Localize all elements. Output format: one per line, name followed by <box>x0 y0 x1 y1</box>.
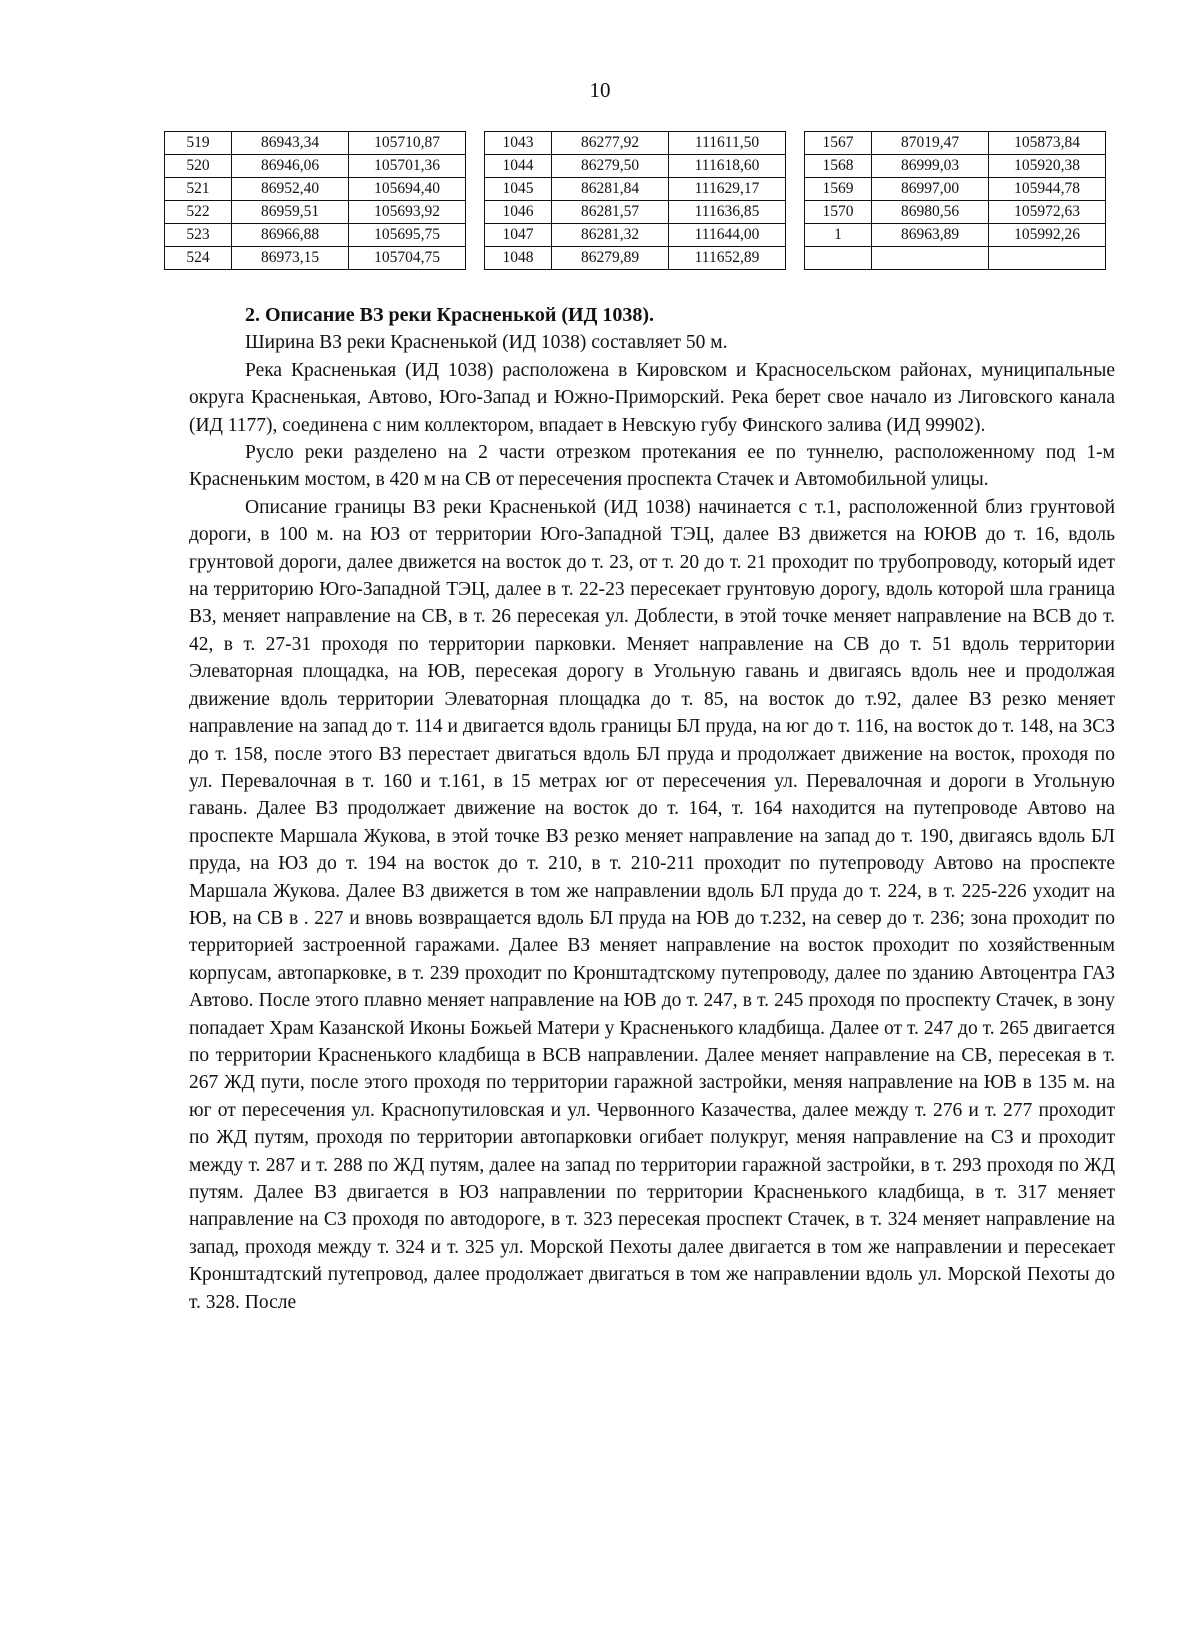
x-coordinate-cell: 86963,89 <box>872 224 989 247</box>
y-coordinate-cell: 105944,78 <box>989 178 1106 201</box>
y-coordinate-cell: 105972,63 <box>989 201 1106 224</box>
point-id-cell: 1 <box>805 224 872 247</box>
x-coordinate-cell: 86997,00 <box>872 178 989 201</box>
x-coordinate-cell: 86943,34 <box>232 132 349 155</box>
paragraph-boundary-description: Описание границы ВЗ реки Красненькой (ИД 1038) начинается с т.1, расположенной близ грунтовой дороги, в 100 м. на ЮЗ от территории Юго-Западной ТЭЦ, далее ВЗ движется на ЮЮВ до т. 16, вдоль грунтовой дороги, далее движется на восток до т. 23, от т. 20 до т. 21 проходит по трубопроводу, который идет на территорию Юго-Западной ТЭЦ, далее в т. 22-23 пересекает грунтовую дорогу, вдоль которой шла граница ВЗ, меняет направление на СВ, в т. 26 пересекая ул. Доблести, в этой точке меняет направление на ВСВ до т. 42, в т. 27-31 проходя по территории парковки. Меняет направление на СВ до т. 51 вдоль территории Элеваторная площадка, на ЮВ, пересекая дорогу в Угольную гавань и двигаясь вдоль нее и продолжая движение вдоль территории Элеваторная площадка до т. 85, на восток до т.92, далее ВЗ резко меняет направление на запад до т. 114 и двигается вдоль границы БЛ пруда, на юг до т. 116, на восток до т. 148, на ЗСЗ до т. 158, после этого ВЗ перестает двигаться вдоль БЛ пруда и продолжает движение на восток, проходя по ул. Перевалочная в т. 160 и т.161, в 15 метрах юг от пересечения ул. Перевалочная и дороги в Угольную гавань. Далее ВЗ продолжает движение на восток до т. 164, т. 164 находится на путепроводе Автово на проспекте Маршала Жукова, в этой точке ВЗ резко меняет направление на запад до т. 190, двигаясь вдоль БЛ пруда, на ЮЗ до т. 194 на восток до т. 210, в т. 210-211 проходит по путепроводу Автово на проспекте Маршала Жукова. Далее ВЗ движется в том же направлении вдоль БЛ пруда до т. 224, в т. 225-226 уходит на ЮВ, на СВ в . 227 и вновь возвращается вдоль БЛ пруда на ЮВ до т.232, на север до т. 236; зона проходит по территорией застроенной гаражами. Далее ВЗ меняет направление на восток проходит по хозяйственным корпусам, автопарковке, в т. 239 проходит по Кронштадтскому путепроводу, далее по зданию Автоцентра ГАЗ Автово. После этого плавно меняет направление на ЮВ до т. 247, в т. 245 проходя по проспекту Стачек, в зону попадает Храм Казанской Иконы Божьей Матери у Красненького кладбища. Далее от т. 247 до т. 265 двигается по территории Красненького кладбища в ВСВ направлении. Далее меняет направление на СВ, пересекая в т. 267 ЖД пути, после этого проходя по территории гаражной застройки, меняя направление на ЮВ в 135 м. на юг от пересечения ул. Краснопутиловская и ул. Червонного Казачества, далее между т. 276 и т. 277 проходит по ЖД путям, проходя по территории автопарковки огибает полукруг, меняя направление на СЗ и проходит между т. 287 и т. 288 по ЖД путям, далее на запад по территории гаражной застройки, в т. 293 проходя по ЖД путям. Далее ВЗ двигается в ЮЗ направлении по территории Красненького кладбища, в т. 317 меняет направление на СЗ проходя по автодороге, в т. 323 пересекая проспект Стачек, в т. 324 меняет направление на запад, проходя между т. 324 и т. 325 ул. Морской Пехоты далее двигается в том же направлении и пересекает Кронштадтский путепровод, далее продолжает двигаться в том же направлении вдоль ул. Морской Пехоты до т. 328. После <box>189 496 1115 1313</box>
column-gap <box>466 201 485 224</box>
x-coordinate-cell: 87019,47 <box>872 132 989 155</box>
y-coordinate-cell: 111636,85 <box>669 201 786 224</box>
section-heading: 2. Описание ВЗ реки Красненькой (ИД 1038). <box>245 304 655 326</box>
x-coordinate-cell: 86980,56 <box>872 201 989 224</box>
table-row <box>165 247 1106 270</box>
point-id-cell: 1046 <box>485 201 552 224</box>
column-gap <box>466 132 485 155</box>
y-coordinate-cell: 105695,75 <box>349 224 466 247</box>
x-coordinate-cell: 86281,32 <box>552 224 669 247</box>
point-id-cell: 523 <box>165 224 232 247</box>
table-row <box>165 224 1106 247</box>
point-id-cell <box>805 247 872 270</box>
point-id-cell: 1048 <box>485 247 552 270</box>
column-gap <box>786 155 805 178</box>
x-coordinate-cell: 86999,03 <box>872 155 989 178</box>
column-gap <box>786 132 805 155</box>
x-coordinate-cell: 86279,50 <box>552 155 669 178</box>
y-coordinate-cell: 105701,36 <box>349 155 466 178</box>
x-coordinate-cell: 86959,51 <box>232 201 349 224</box>
x-coordinate-cell: 86946,06 <box>232 155 349 178</box>
y-coordinate-cell: 105693,92 <box>349 201 466 224</box>
coordinates-table <box>164 131 1106 270</box>
x-coordinate-cell: 86277,92 <box>552 132 669 155</box>
page-number: 10 <box>589 78 611 102</box>
point-id-cell: 1045 <box>485 178 552 201</box>
column-gap <box>466 224 485 247</box>
table-row <box>165 155 1106 178</box>
y-coordinate-cell: 111629,17 <box>669 178 786 201</box>
column-gap <box>786 178 805 201</box>
point-id-cell: 1047 <box>485 224 552 247</box>
point-id-cell: 520 <box>165 155 232 178</box>
y-coordinate-cell: 111618,60 <box>669 155 786 178</box>
y-coordinate-cell <box>989 247 1106 270</box>
x-coordinate-cell: 86281,84 <box>552 178 669 201</box>
x-coordinate-cell: 86966,88 <box>232 224 349 247</box>
point-id-cell: 1568 <box>805 155 872 178</box>
paragraph-width: Ширина ВЗ реки Красненькой (ИД 1038) составляет 50 м. <box>245 332 728 354</box>
x-coordinate-cell: 86952,40 <box>232 178 349 201</box>
y-coordinate-cell: 105704,75 <box>349 247 466 270</box>
x-coordinate-cell: 86973,15 <box>232 247 349 270</box>
column-gap <box>466 155 485 178</box>
x-coordinate-cell: 86279,89 <box>552 247 669 270</box>
paragraph-riverbed: Русло реки разделено на 2 части отрезком протекания ее по туннелю, расположенному под 1-м Красненьким мостом, в 420 м на СВ от пересечения проспекта Стачек и Автомобильной улицы. <box>189 442 1115 491</box>
point-id-cell: 524 <box>165 247 232 270</box>
point-id-cell: 1043 <box>485 132 552 155</box>
y-coordinate-cell: 105710,87 <box>349 132 466 155</box>
table-row <box>165 201 1106 224</box>
y-coordinate-cell: 111652,89 <box>669 247 786 270</box>
y-coordinate-cell: 111611,50 <box>669 132 786 155</box>
point-id-cell: 1567 <box>805 132 872 155</box>
column-gap <box>786 201 805 224</box>
point-id-cell: 1570 <box>805 201 872 224</box>
point-id-cell: 519 <box>165 132 232 155</box>
y-coordinate-cell: 105992,26 <box>989 224 1106 247</box>
column-gap <box>466 178 485 201</box>
x-coordinate-cell <box>872 247 989 270</box>
column-gap <box>786 224 805 247</box>
point-id-cell: 1044 <box>485 155 552 178</box>
column-gap <box>466 247 485 270</box>
y-coordinate-cell: 105920,38 <box>989 155 1106 178</box>
column-gap <box>786 247 805 270</box>
point-id-cell: 1569 <box>805 178 872 201</box>
table-row <box>165 132 1106 155</box>
paragraph-location: Река Красненькая (ИД 1038) расположена в Кировском и Красносельском районах, муниципальные округа Красненькая, Автово, Юго-Запад и Южно-Приморский. Река берет свое начало из Лиговского канала (ИД 1177), соединена с ним коллектором, впадает в Невскую губу Финского залива (ИД 99902). <box>189 359 1115 436</box>
point-id-cell: 521 <box>165 178 232 201</box>
section-body <box>189 302 1115 1316</box>
x-coordinate-cell: 86281,57 <box>552 201 669 224</box>
y-coordinate-cell: 111644,00 <box>669 224 786 247</box>
point-id-cell: 522 <box>165 201 232 224</box>
y-coordinate-cell: 105873,84 <box>989 132 1106 155</box>
table-row <box>165 178 1106 201</box>
y-coordinate-cell: 105694,40 <box>349 178 466 201</box>
